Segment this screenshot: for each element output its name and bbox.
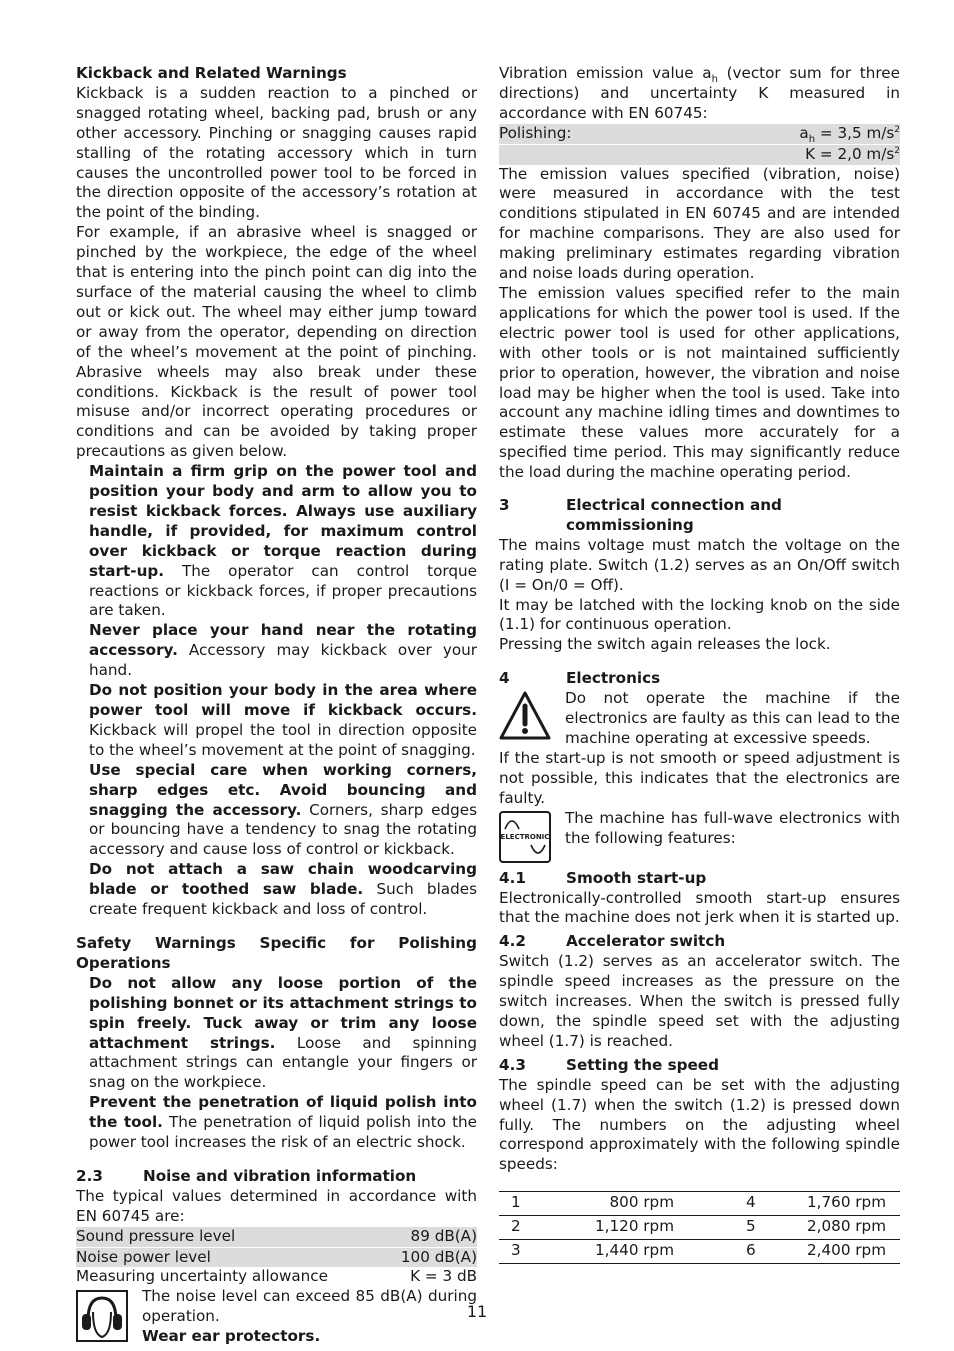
section-3-heading [499, 496, 900, 536]
kickback-warning-5 [76, 860, 477, 920]
noise-note: The noise level can exceed 85 dB(A) during operation. [142, 1287, 477, 1326]
section-2-3-heading [76, 1167, 477, 1187]
section-3-paragraph-1: The mains voltage must match the voltage on the rating plate. Switch (1.2) serves as an On/Off switch (I = On/0 = Off). [499, 535, 900, 594]
section-4-2-heading [499, 932, 900, 952]
section-4-3-heading [499, 1056, 900, 1076]
warning-text: Kickback will propel the tool in direction opposite to the wheel’s movement at the point of snagging. [89, 720, 477, 759]
setting-cell: 4 [746, 1193, 756, 1212]
polishing-vibration-row [499, 124, 900, 144]
kickback-paragraph-1: Kickback is a sudden reaction to a pinched or snagged rotating wheel, backing pad, brush or any other accessory. Pinching or snagging causes rapid stalling of the rotating accessory which in turn causes the uncontrolled power tool to be forced in the direction opposite of the accessory’s rotation at the point of the binding. [76, 83, 477, 222]
section-title: Accelerator switch [566, 932, 726, 951]
ah-prefix: a [799, 123, 809, 142]
section-number: 4.3 [499, 1055, 526, 1074]
speed-cell: 2,080 rpm [807, 1217, 886, 1236]
noise-label: Measuring uncertainty allowance [76, 1267, 329, 1286]
electronics-warning-text: Do not operate the machine if the electronics are faulty as this can lead to the machine operating at excessive speeds. [565, 689, 900, 747]
section-number: 2.3 [76, 1166, 103, 1185]
noise-value: 89 dB(A) [410, 1226, 477, 1245]
vibration-intro [499, 64, 900, 124]
kickback-paragraph-2: For example, if an abrasive wheel is snagged or pinched by the workpiece, the edge of the wheel that is entering into the pinch point can dig into the surface of the material causing the wheel to climb out or kick out. The wheel may either jump toward or away from the operator, depending on direction of the wheel’s movement at the point of pinching. Abrasive wheels may also break under these conditions. Kickback is the result of power tool misuse and/or incorrect operating procedures or conditions and can be avoided by taking proper precautions as given below. [76, 223, 477, 461]
speed-cell: 800 rpm [609, 1193, 674, 1212]
section-4-1-paragraph: Electronically-controlled smooth start-up ensures that the machine does not jerk when it is started up. [499, 888, 900, 927]
setting-cell: 2 [511, 1217, 521, 1236]
warning-text: The operator can control torque reactions or kickback forces, if proper precautions are taken. [89, 561, 477, 620]
speed-cell: 2,400 rpm [807, 1241, 886, 1260]
speed-cell: 1,440 rpm [595, 1241, 674, 1260]
section-4-3-paragraph: The spindle speed can be set with the adjusting wheel (1.7) when the switch (1.2) is pressed down fully. The numbers on the adjusting wheel correspond approximately with the following spindle speeds: [499, 1075, 900, 1174]
electronics-warning [499, 689, 900, 749]
noise-label: Sound pressure level [76, 1226, 236, 1245]
warning-text: The penetration of liquid polish into the power tool increases the risk of an electric shock. [89, 1113, 477, 1152]
section-title: Electronics [566, 669, 661, 688]
warning-text: Such blades create frequent kickback and loss of control. [89, 880, 477, 919]
section-title: Electrical connection and commissioning [566, 496, 782, 534]
warning-bold: Do not position your body in the area where power tool will move if kickback occurs. [89, 681, 477, 719]
speed-table [499, 1191, 900, 1264]
section-4-paragraph-2: The machine has full-wave electronics with the following features: [565, 808, 900, 847]
section-number: 3 [499, 496, 510, 515]
page-number: 11 [466, 1302, 488, 1321]
section-3-paragraph-3: Pressing the switch again releases the lock. [499, 635, 831, 654]
speed-cell: 1,760 rpm [807, 1193, 886, 1212]
noise-value: 100 dB(A) [400, 1247, 477, 1266]
ah-sub: h [808, 133, 816, 145]
setting-cell: 1 [511, 1193, 521, 1212]
section-title: Noise and vibration information [143, 1166, 417, 1185]
warning-text: Corners, sharp edges or bouncing have a tendency to snag the rotating accessory and cause loss of control or kickback. [89, 800, 478, 859]
kickback-warning-2 [76, 621, 477, 681]
electronic-icon [499, 811, 551, 863]
table-row [499, 1216, 900, 1240]
noise-label: Noise power level [76, 1247, 211, 1266]
warning-bold: Prevent the penetration of liquid polish into the tool. [89, 1093, 477, 1132]
kickback-warning-1 [76, 462, 477, 621]
section-number: 4.1 [499, 868, 526, 887]
warning-bold: Never place your hand near the rotating accessory. [89, 621, 477, 660]
noise-row [76, 1267, 477, 1287]
polishing-heading: Safety Warnings Specific for Polishing Operations [76, 933, 477, 972]
ah-value [799, 124, 900, 144]
noise-intro: The typical values determined in accordance with EN 60745 are: [76, 1186, 477, 1225]
polishing-label: Polishing: [499, 123, 572, 142]
setting-cell: 5 [746, 1217, 756, 1236]
speed-cell: 1,120 rpm [595, 1217, 674, 1236]
polishing-warning-1 [76, 974, 477, 1093]
table-row [499, 1192, 900, 1216]
ear-protector-warning: Wear ear protectors. [142, 1327, 321, 1346]
section-4-2-paragraph: Switch (1.2) serves as an accelerator switch. The spindle speed increases as the pressure on the switch increases. When the switch is pressed fully down, the spindle speed set with the adjusting wheel (1.7) is reached. [499, 952, 900, 1050]
section-number: 4.2 [499, 932, 526, 951]
warning-triangle-icon [499, 690, 551, 742]
k-text: K = 2,0 m/s [805, 144, 895, 163]
vib-text: (vector sum for three directions) and uncertainty K measured in accordance with EN 60745: [499, 64, 900, 122]
section-title: Setting the speed [566, 1055, 719, 1074]
electronic-icon-label: ELECTRONIC [500, 832, 550, 841]
table-row [499, 1240, 900, 1264]
noise-row [76, 1227, 477, 1247]
full-wave-note [499, 809, 900, 863]
section-4-heading [499, 669, 900, 689]
section-title: Smooth start-up [566, 868, 707, 887]
kickback-heading: Kickback and Related Warnings [76, 64, 347, 82]
ah-text: = 3,5 m/s [815, 123, 895, 142]
polishing-warning-2 [76, 1093, 477, 1153]
section-number: 4 [499, 669, 510, 688]
right-column [499, 64, 900, 1264]
setting-cell: 6 [746, 1241, 756, 1260]
ah-exp: 2 [894, 124, 900, 135]
section-4-paragraph-1: If the start-up is not smooth or speed adjustment is not possible, this indicates that the electronics are faulty. [499, 748, 900, 807]
warning-text: Accessory may kickback over your hand. [89, 641, 477, 680]
k-value [805, 145, 900, 165]
noise-row [76, 1248, 477, 1268]
kickback-warning-4 [76, 761, 477, 861]
k-exp: 2 [894, 145, 900, 156]
section-3-paragraph-2: It may be latched with the locking knob on the side (1.1) for continuous operation. [499, 595, 900, 634]
setting-cell: 3 [511, 1241, 521, 1260]
warning-bold: Do not attach a saw chain woodcarving blade or toothed saw blade. [89, 860, 477, 899]
warning-text: Loose and spinning attachment strings can entangle your fingers or snag on the workpiece. [89, 1033, 477, 1092]
vib-text: Vibration emission value a [499, 64, 712, 82]
section-4-1-heading [499, 869, 900, 889]
emission-paragraph-2: The emission values specified refer to the main applications for which the power tool is used. If the electric power tool is used for other applications, with other tools or is not maintained sufficiently prior to operation, however, the vibration and noise load may be higher when the tool is used. Take into account any machine idling times and downtimes to estimate these values more accurately for a specified time period. This may significantly reduce the load during the machine operating period. [499, 283, 900, 482]
warning-bold: Do not allow any loose portion of the polishing bonnet or its attachment strings to spin freely. Tuck away or trim any loose attachment strings. [89, 973, 477, 1052]
left-column [76, 64, 477, 1347]
vib-sub: h [711, 74, 718, 86]
kickback-warning-3 [76, 681, 477, 761]
warning-bold: Use special care when working corners, sharp edges etc. Avoid bouncing and snagging the accessory. [89, 760, 477, 819]
emission-paragraph-1: The emission values specified (vibration, noise) were measured in accordance with the test conditions stipulated in EN 60745 and are intended for machine comparisons. They are also used for making preliminary estimates regarding vibration and noise loads during operation. [499, 164, 900, 283]
noise-value: K = 3 dB [410, 1267, 477, 1286]
warning-bold: Maintain a firm grip on the power tool and position your body and arm to allow you to resist kickback forces. Always use auxiliary handle, if provided, for maximum control over kickback or torque reaction during start-up. [89, 462, 477, 580]
uncertainty-row [499, 145, 900, 165]
